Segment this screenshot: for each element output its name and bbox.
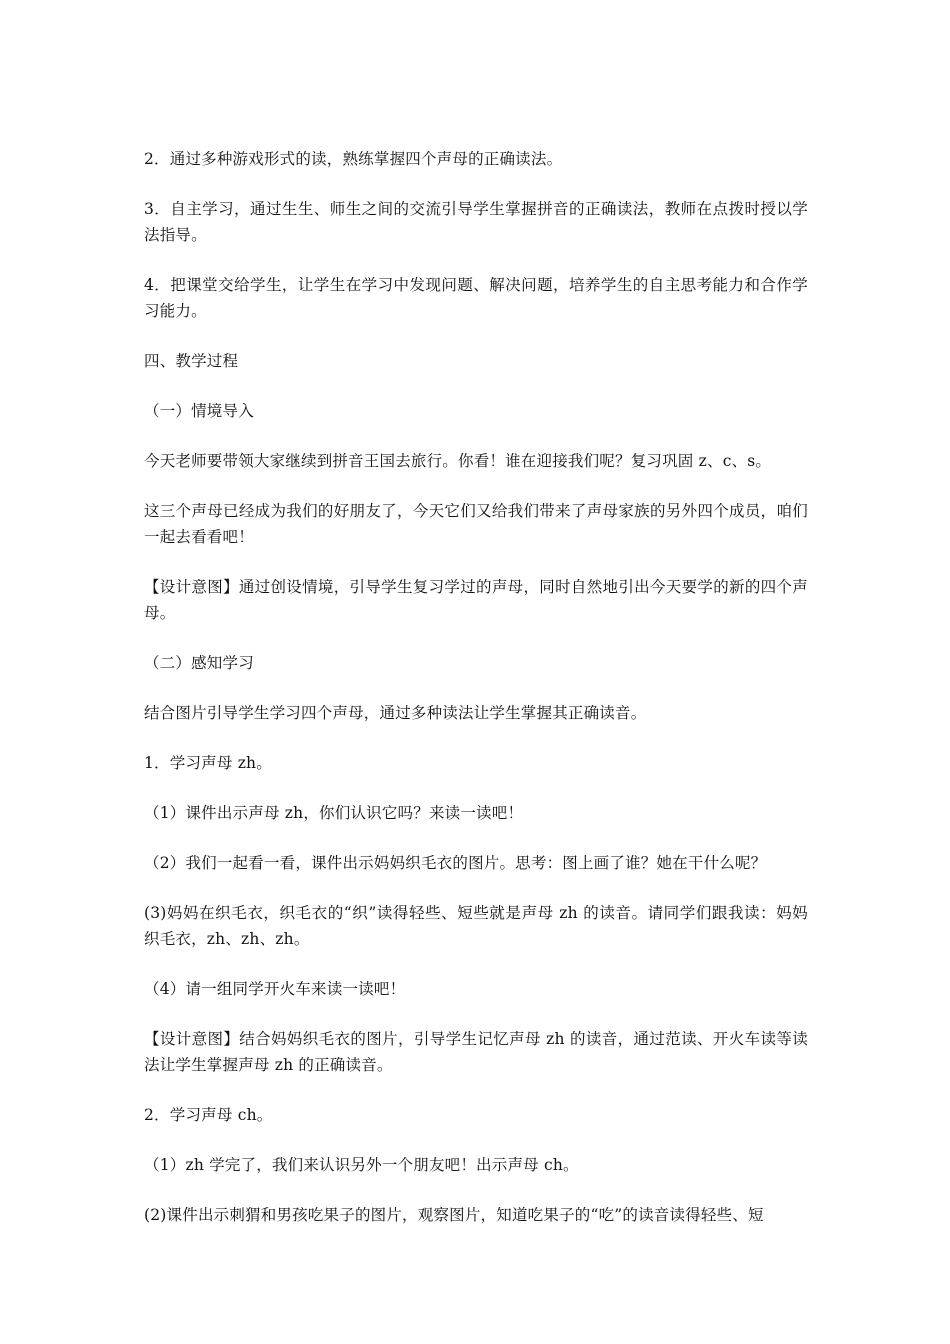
document-body [144, 146, 808, 1252]
paragraph-design-intent-1: 【设计意图】通过创设情境，引导学生复习学过的声母，同时自然地引出今天要学的新的四个声母。 [144, 578, 808, 622]
step-ch-2: (2)课件出示刺猬和男孩吃果子的图片，观察图片，知道吃果子的“吃”的读音读得轻些、短 [144, 1206, 764, 1224]
paragraph-design-intent-2: 【设计意图】结合妈妈织毛衣的图片，引导学生记忆声母 zh 的读音，通过范读、开火车读等读法让学生掌握声母 zh 的正确读音。 [144, 1030, 808, 1074]
step-zh-4: （4）请一组同学开火车来读一读吧！ [144, 980, 406, 998]
item-learn-zh: 1．学习声母 zh。 [144, 754, 272, 772]
section-heading-teaching-process: 四、教学过程 [144, 352, 239, 370]
paragraph-intro-friends: 这三个声母已经成为我们的好朋友了，今天它们又给我们带来了声母家族的另外四个成员，咱们一起去看看吧！ [144, 502, 808, 546]
paragraph-objective-4: 4．把课堂交给学生，让学生在学习中发现问题、解决问题，培养学生的自主思考能力和合作学习能力。 [144, 276, 808, 320]
paragraph-intro-text: 今天老师要带领大家继续到拼音王国去旅行。你看！谁在迎接我们呢？复习巩固 z、c、s。 [144, 452, 772, 470]
paragraph-objective-2: 2．通过多种游戏形式的读，熟练掌握四个声母的正确读法。 [144, 150, 563, 168]
paragraph-perception-text: 结合图片引导学生学习四个声母，通过多种读法让学生掌握其正确读音。 [144, 704, 647, 722]
step-zh-1: （1）课件出示声母 zh，你们认识它吗？来读一读吧！ [144, 804, 524, 822]
subheading-situation-intro: （一）情境导入 [144, 402, 254, 420]
step-ch-1: （1）zh 学完了，我们来认识另外一个朋友吧！出示声母 ch。 [144, 1156, 579, 1174]
paragraph-objective-3: 3．自主学习，通过生生、师生之间的交流引导学生掌握拼音的正确读法，教师在点拨时授以学法指导。 [144, 200, 808, 244]
step-zh-2: （2）我们一起看一看，课件出示妈妈织毛衣的图片。思考：图上画了谁？她在干什么呢？ [144, 854, 767, 872]
subheading-perception-learning: （二）感知学习 [144, 654, 254, 672]
item-learn-ch: 2．学习声母 ch。 [144, 1106, 273, 1124]
step-zh-3: (3)妈妈在织毛衣，织毛衣的“织”读得轻些、短些就是声母 zh 的读音。请同学们跟我读：妈妈织毛衣，zh、zh、zh。 [144, 904, 808, 948]
